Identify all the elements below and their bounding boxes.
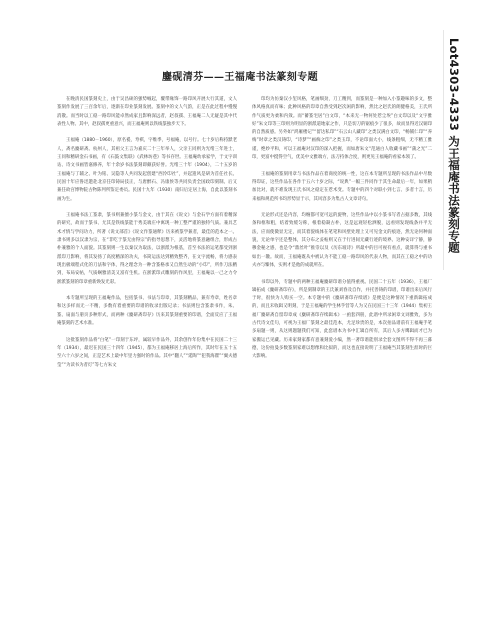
article-column-left: [57, 96, 237, 378]
side-divider: [443, 30, 444, 270]
paragraph: 印均为仿秦汉小玺风格，笔画细劲，刀工精到，而篆刻是一种加入小篆趣味的多文，整体风格真而有味；此种风格的印章自然受到赵次闲的影响，然比之赵氏的朗健格美，王氏所作气质更为柔和内敛。而“蓄篆宅居”白文印，“本来无一物何处惹尘埃”白文印以及“文字雅好”朱文印等三印则为明显的浙派道地家之作，只是切刀的锯痕少了很多，故而显得近汉铜印的自然质感。另外如“鸿雁楼记”“留达私印”“石云山人藏印”之类汉满白文印，“畅铺仁印”“养梅”时章之类汉铸印，“诗梦”“画痴之印”之类玉印，不论印面大小，线条粗细，无不精工雅谨，绝妙平和，可以王福庵对汉印的深入把握，而如唐朱文“范通白人收藏书画”“蒲之光”二印，更富中挺得空气，优美中文雅端方，法刀持体合度，则更见王福庵的看家本领了。: [252, 97, 432, 161]
paragraph: 书印以外，专题中的两种王福庵麋研印谱分值得重视。民国二十五年（1936），王福厂辑拓成《麋研斋印存》，所是刻制章的王氏兼刘春及自作，并托善铸的印谱，印谱出来后风行于时，很快为人购买一空。本专题中的《麋研斋印存续谱》是便是这种情况下重新辑拓成的，而且未收辑又明刻，于是王福庵的学生林乎营等人为又在民国三十三年（1944）集初王福厂麋研斋自留印章成《麋研斋印存续辑本》一函套四册，此谱中所录闲章文词雅致，多为古代诗文佳句，可视为王福厂篆刻之最佳范本，尤足珍贵的是，本次拍品谱前有王福庵手笔多扇题一则，从这则题题我们可知，此套谱本为书中汇辑自所有，其后人多方鹰辑而才已为家搬运已见藏。历来家刻家都有意兼刻爱小编，然一著印谱能别录全套文图所不得不再三暮德，这份拍曼多数篆刻家难以想像和比拟的，而这也直接说明了王福庵当其篆刻生涯时的巨大影响。: [252, 279, 432, 360]
paragraph: 王福庵（1880－1960），原名禔，寿祺，字维季，号福庵，以号行。七十岁后称持默老人，斋名麋研斋。杭州人，其祖父王言为嘉庆二十三年举人，父亲王同则为光绪三年进士，王同和精研金石书画，有《石鼓文集联》《武林坊巷》等书存世。王福庵幼承家学，于文字训诂、诗文书画皆嘉修养，年十余岁书法篆刻即颇获好誉。光绪三十年（1904），二十五岁的王福庵与丁辅之、叶为铭、吴隐等人共同发起创建“西泠印社”，并起遗风是研为首任社长。民国十年应鲁迅邀赴北京任印铸局技正，与唐醉石、冯康侯等共同负责全国政印刻制。后又兼任故宫博物院古物陈列所鉴定委员。民国十九年（1930）南归后定居上海，自此以篆刻书画为生。: [57, 138, 237, 202]
lot-range-side-label: Lot4303-4333 为王福庵书法篆刻专题: [447, 38, 461, 254]
paragraph: 在晚清民国篆刻史上，由于吴昌硕的强势崛起，覆带缘饰一路印风开展大行其道，文人篆刻作发展了三百余年后，逐渐在印业篆刻发展。篆刻中的文人气韵，正是在此过程中慢慢消散。而当时以工稳一路印风能卓然成家且影响深远者，赵叔孺、王福庵二人无疑是其中代表性人物。其中，赵叔孺更重意兴，而王福庵则以铁线篆独步天下。: [57, 97, 237, 127]
paragraph: 无论形式还是内容，均缠都可宽可远的旋物，这些作品中以小篆书写者占据多数，其线条和框和粗，结着致缓匀称，根着稳凝古朴，这是远观轻松洒脱，远看则发现线条并平无法，应而使微显无定，而其着貌线体在笔笔和风壁处理上又可见金文的痕迹，然无论何种面貌，无论单字还是整体，其分布之妥帖则又在于行进间无藏行迹的境界。这种安详宁静，静穆金秘之感，也是令“鼎丝叶”推崇以及《历东坡诗》所最中的目可视有看点，就算得与重书如出一辙。故而，王福庵既从中被认为不能工稳一路印风的代表人物，而其在工稳之中的功夫亦与臻体，实则才是他的成就所在。: [252, 213, 432, 268]
paragraph: 本专题所呈现的王福庵作品，包括篆书、书法与印章，其篆刻精品，兼有寿章，姓名章和这多样而无一不精，多数有着重要的印谱的收录出版记录；书法则包含篆隶书作，朱、篆、扇面与册页多种形式，而两种《麋研斋印存》历来其篆刻重要的印谱，全面反应了王福庵篆刻的艺术水准。: [57, 296, 237, 327]
paragraph: 王福庵的篆刻用章与书法作品在着商度的统一性，这在本专题所呈现的书法作品中尽数得印证，这些作品在各作于五六十岁之际，“说典”一幅三件同作于其生命最后一年，如果稍加比对，就不难发现王氏书风之稳定在惹术变。专题中的四个对联小到七言、多者十言，历来福和规范所书均形势显于示，其风容多为集古人文章诗句。: [252, 171, 432, 202]
page-title: 鏖砚清芬——王福庵书法篆刻专题: [162, 72, 318, 83]
paragraph: 王福庵书法工篆隶，篆书则兼擅小篆与金文，由于其在《说文》与金石学方面有着精深的研究，故而于篆书、尤其是铁线篆能于秀美端庄中寓现一种工整严谨的独特气质。兼具艺术才情与学问功力，所著《说文部首》《说文作篆通释》历来被篆学兼者，最佳的范本之一。隶书则多以汉隶为宗，在“非吃于篆无由得宗”的指导思想下，灵活地将篆意融组合，形成古朴兼雅的个人面貌。其篆刻则一生以秦汉为取法，以浙派为根基，首至书法的运笔都受到浙派印刀影响，将其发扬了高度精深的功夫，书简运法达到精致整齐，在文字流畅，将力感表现出极端程式化的刀法和字体，得之理念为一种含篆格承又自然生动的“小印”，所作刀法精到，布局安帖，气质娴雅清美又富有生机。在浙派印式雕刻的作风里，王福庵以一己之力令浙派篆刻的印章重新焕发光彩。: [57, 213, 237, 285]
article-column-right: [252, 96, 432, 370]
paragraph: 这批篆刻作品将“白笔”一印刻于东坪，属较早作品外，其余创作年份集中在民国二十三年（1934），最迟在民国三十四年（1945），都为王福庵移居上海后所作，其时年在五十五至六十六岁之间，正是艺术上最中年里力强时的作品。其中“翻人”“延陶”“犯我海瞿”“翼夫德莹”“为读书为者灯”等七方朱文: [57, 337, 237, 368]
